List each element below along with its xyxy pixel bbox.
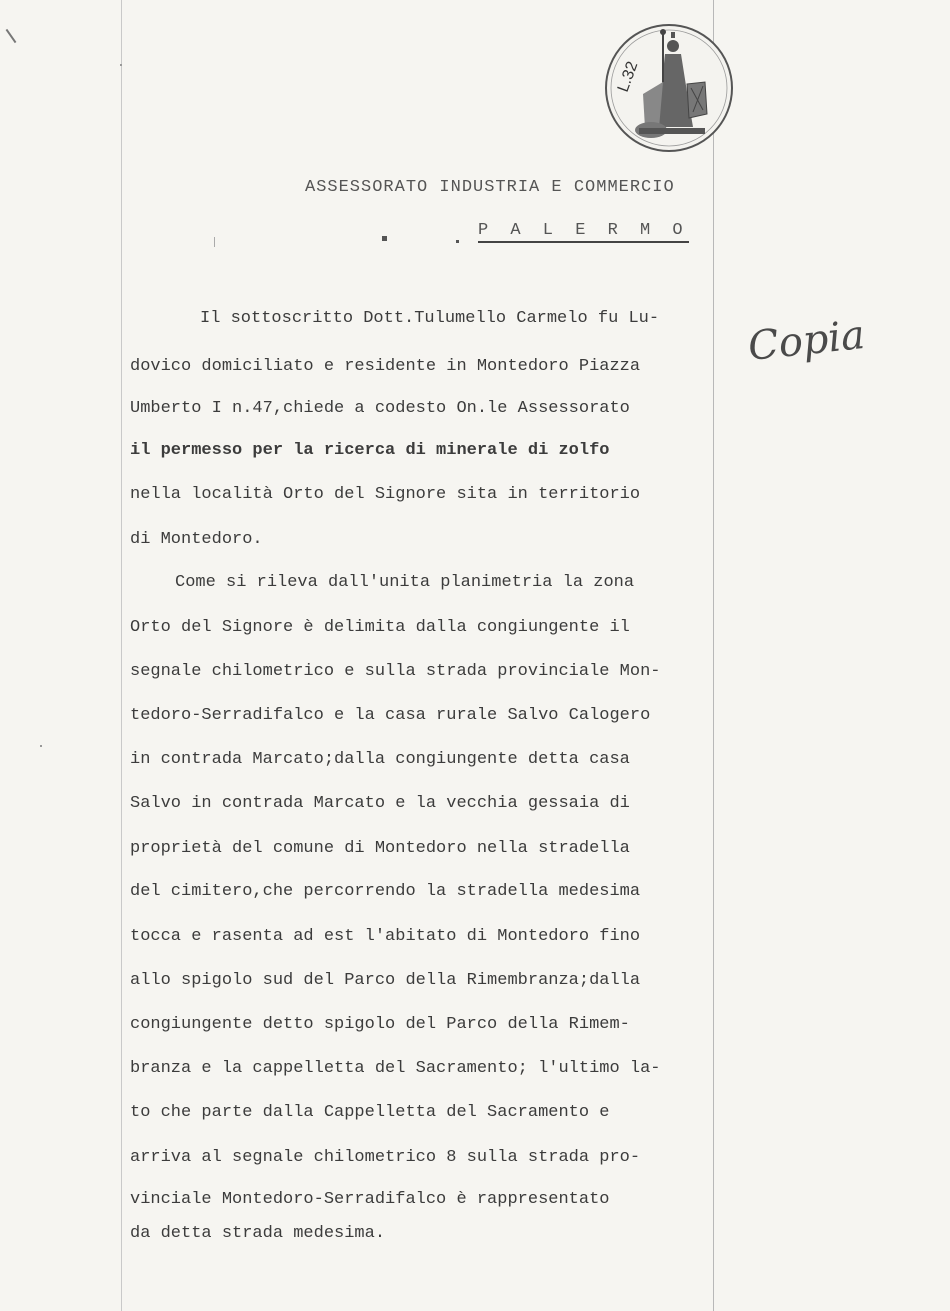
body-line: Salvo in contrada Marcato e la vecchia gessaia di (130, 794, 630, 813)
scan-speck (214, 237, 215, 247)
scan-mark (6, 29, 17, 43)
handwritten-copia-annotation: Copia (745, 312, 868, 370)
left-margin-line (121, 0, 122, 1311)
revenue-stamp (603, 22, 735, 154)
body-line: in contrada Marcato;dalla congiungente detta casa (130, 750, 630, 769)
body-line: di Montedoro. (130, 530, 263, 549)
body-line: Il sottoscritto Dott.Tulumello Carmelo fu Lu- (200, 309, 660, 328)
body-line: to che parte dalla Cappelletta del Sacramento e (130, 1103, 610, 1122)
body-line: branza e la cappelletta del Sacramento; l'ultimo la- (130, 1059, 661, 1078)
body-line: il permesso per la ricerca di minerale di zolfo (130, 441, 610, 460)
body-line: tocca e rasenta ad est l'abitato di Montedoro fino (130, 927, 641, 946)
body-line: segnale chilometrico e sulla strada provinciale Mon- (130, 662, 661, 681)
body-line: Orto del Signore è delimita dalla congiungente il (130, 618, 630, 637)
body-line: Umberto I n.47,chiede a codesto On.le Assessorato (130, 399, 630, 418)
heading-dot (382, 236, 387, 241)
city-heading: P A L E R M O (478, 221, 689, 243)
body-line: del cimitero,che percorrendo la stradella medesima (130, 882, 641, 901)
body-line: allo spigolo sud del Parco della Rimembranza;dalla (130, 971, 641, 990)
body-line: vinciale Montedoro-Serradifalco è rappresentato (130, 1190, 610, 1209)
body-line: tedoro-Serradifalco e la casa rurale Salvo Calogero (130, 706, 651, 725)
heading-dot (456, 240, 459, 243)
body-line: proprietà del comune di Montedoro nella stradella (130, 839, 630, 858)
body-line: Come si rileva dall'unita planimetria la zona (175, 573, 635, 592)
body-line: da detta strada medesima. (130, 1224, 386, 1243)
scan-speck (40, 745, 42, 747)
right-margin-line (713, 0, 714, 1311)
body-line: arriva al segnale chilometrico 8 sulla strada pro- (130, 1148, 641, 1167)
scan-speck (120, 64, 122, 66)
office-heading: ASSESSORATO INDUSTRIA E COMMERCIO (305, 178, 675, 197)
body-line: nella località Orto del Signore sita in territorio (130, 485, 641, 504)
stamp-value: L.32 (614, 59, 642, 95)
body-line: congiungente detto spigolo del Parco della Rimem- (130, 1015, 630, 1034)
body-line: dovico domiciliato e residente in Montedoro Piazza (130, 357, 641, 376)
